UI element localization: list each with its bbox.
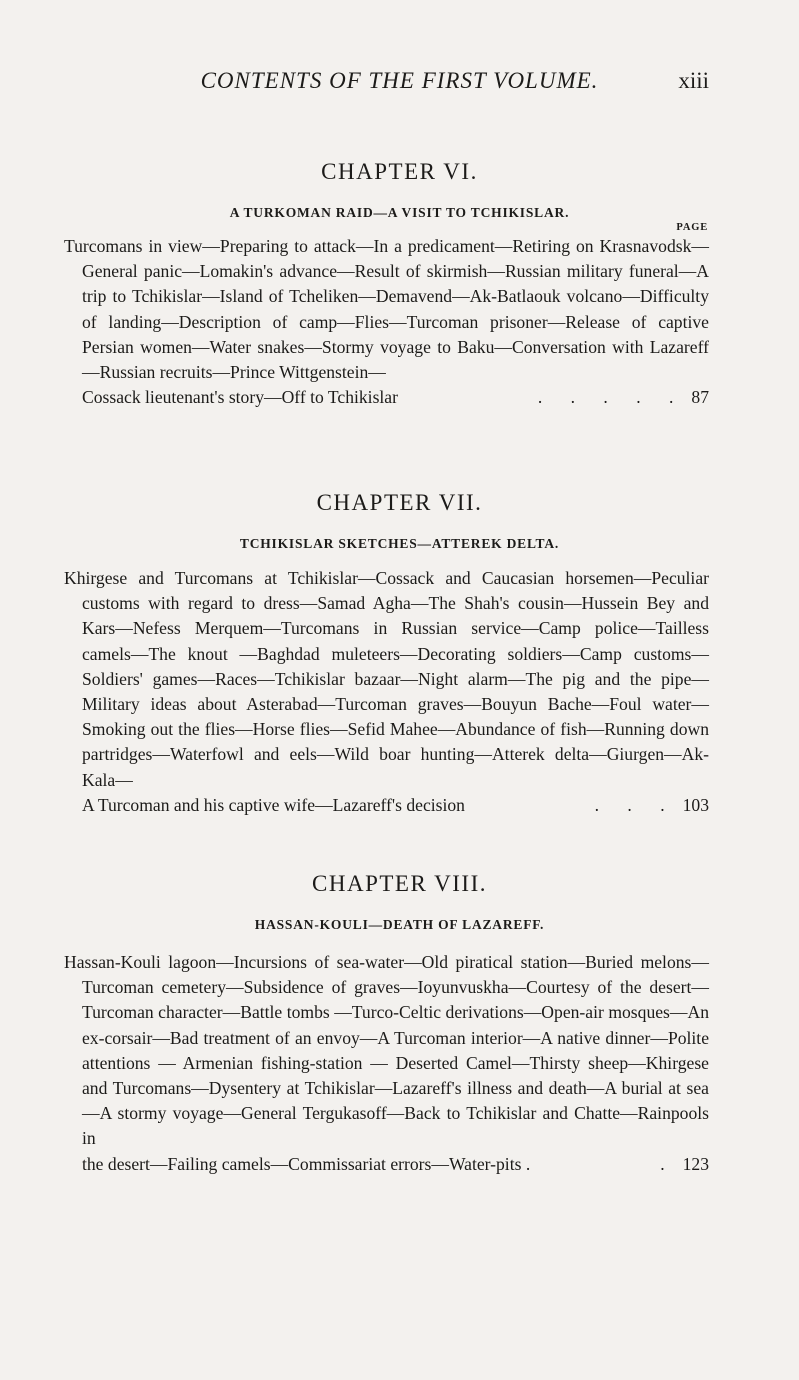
- page-numeral: xiii: [678, 68, 709, 93]
- summary-body: Turcomans in view—Preparing to attack—In a predicament—Retiring on Krasnavodsk—General panic—Lomakin's advance—Result of skirmish—Russian military funeral—A trip to Tchikislar—Island of Tcheliken—Demavend—Ak-Batlaouk volcano—Difficulty of landing—Description of camp—Flies—Turcoman prisoner—Release of captive Persian women—Water snakes—Stormy voyage to Baku—Conversation with Lazareff—Russian recruits—Prince Wittgenstein—: [64, 236, 709, 383]
- summary-body: Hassan-Kouli lagoon—Incursions of sea-water—Old piratical station—Buried melons—Turcoman cemetery—Subsidence of graves—Ioyunvuskha—Courtesy of the desert—Turcoman character—Battle tombs —Turco-Celtic derivations—Open-air mosques—An ex-corsair—Bad treatment of an envoy—A Turcoman interior—A native dinner—Polite attentions — Armenian fishing-station — Deserted Camel—Thirsty sheep—Khirgese and Turcomans—Dysentery at Tchikislar—Lazareff's illness and death—A burial at sea—A stormy voyage—General Tergukasoff—Back to Tchikislar and Chatte—Rainpools in: [64, 952, 709, 1149]
- dot-leader: . . . . .: [537, 387, 686, 408]
- chapter-7: [0, 486, 799, 554]
- summary-last-text: A Turcoman and his captive wife—Lazareff's decision: [82, 794, 465, 815]
- chapter-title: CHAPTER VIII.: [312, 871, 487, 896]
- summary-last-text: the desert—Failing camels—Commissariat errors—Water-pits .: [82, 1153, 531, 1174]
- page-number: 103: [682, 794, 709, 815]
- summary-last-line: [64, 1152, 709, 1177]
- chapter-subtitle: HASSAN-KOULI—DEATH OF LAZAREFF.: [254, 917, 545, 932]
- running-title: CONTENTS OF THE FIRST VOLUME.: [200, 68, 599, 93]
- chapter-summary: [64, 950, 709, 1177]
- chapter-title: CHAPTER VII.: [316, 490, 483, 515]
- page-number: 123: [682, 1153, 709, 1174]
- chapter-title: CHAPTER VI.: [321, 159, 478, 184]
- chapter-subtitle: A TURKOMAN RAID—A VISIT TO TCHIKISLAR.: [229, 205, 570, 220]
- page-column-label: PAGE: [676, 222, 708, 233]
- summary-last-text: Cossack lieutenant's story—Off to Tchikislar: [82, 387, 398, 408]
- chapter-summary: [64, 566, 709, 818]
- chapter-8: [0, 867, 799, 935]
- running-head: [0, 68, 799, 102]
- dot-leader: . . .: [594, 794, 677, 815]
- dot-leader: .: [660, 1153, 677, 1174]
- chapter-summary: [64, 234, 709, 410]
- chapter-subtitle: TCHIKISLAR SKETCHES—ATTEREK DELTA.: [239, 536, 560, 551]
- summary-last-line: [64, 793, 709, 818]
- page-number: 87: [691, 387, 709, 408]
- summary-body: Khirgese and Turcomans at Tchikislar—Cossack and Caucasian horsemen—Peculiar customs with regard to dress—Samad Agha—The Shah's cousin—Hussein Bey and Kars—Nefess Merquem—Turcomans in Russian service—Camp police—Tailless camels—The knout —Baghdad muleteers—Decorating soldiers—Camp customs—Soldiers' games—Races—Tchikislar bazaar—Night alarm—The pig and the pipe—Military ideas about Asterabad—Turcoman graves—Bouyun Bache—Foul water—Smoking out the flies—Horse flies—Sefid Mahee—Abundance of fish—Running down partridges—Waterfowl and eels—Wild boar hunting—Atterek delta—Giurgen—Ak-Kala—: [64, 568, 709, 790]
- summary-last-line: [64, 385, 709, 410]
- chapter-6: [0, 155, 799, 223]
